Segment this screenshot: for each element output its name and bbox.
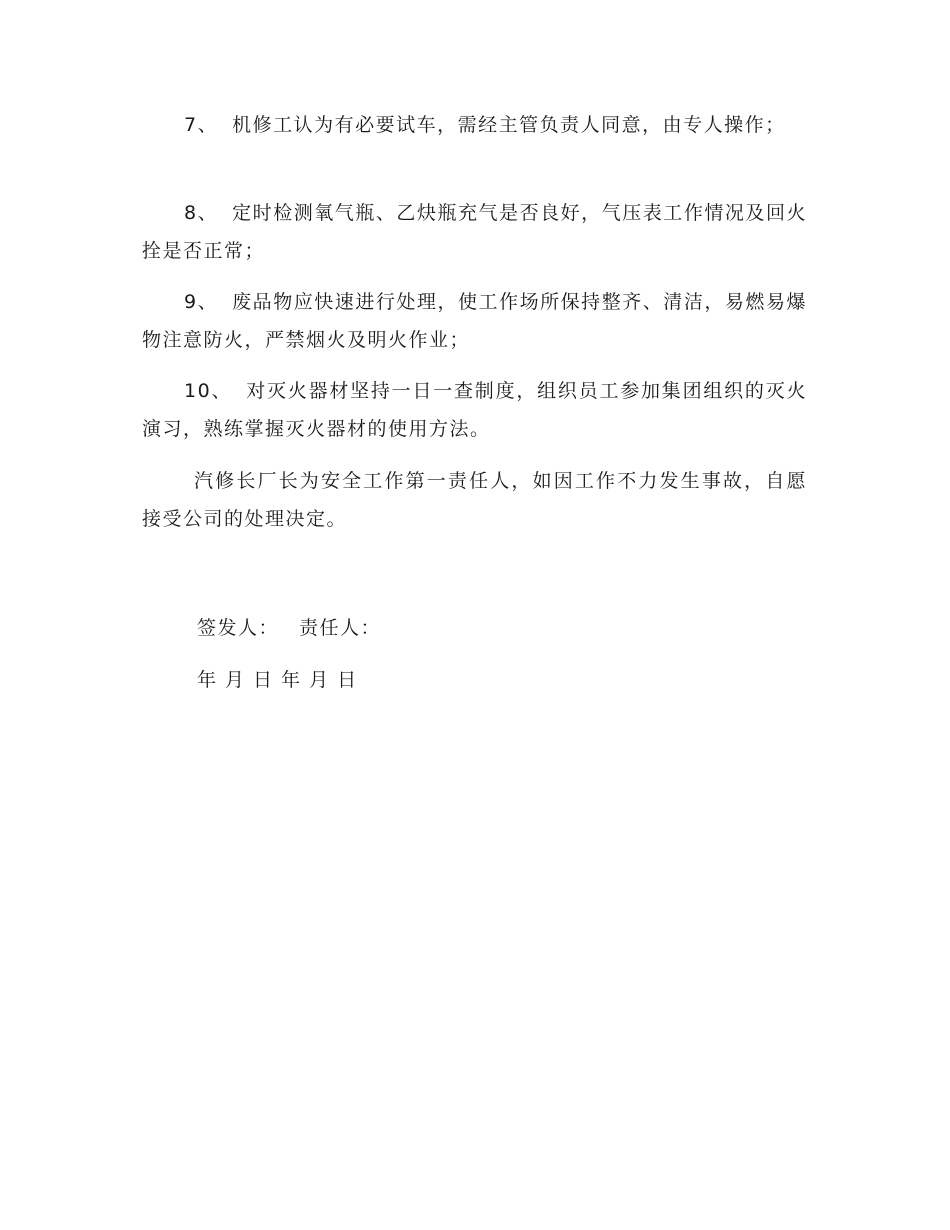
clause-number: 7、 (184, 114, 219, 136)
clause-number: 8、 (184, 202, 219, 224)
clause-text: 定时检测氧气瓶、乙炔瓶充气是否良好，气压表工作情况及回火拴是否正常； (142, 202, 807, 262)
clause-number: 9、 (184, 291, 219, 313)
month-label: 月 (225, 669, 245, 691)
date-row (197, 661, 365, 699)
responsible-label: 责任人： (299, 617, 382, 639)
clause-number: 10、 (184, 380, 233, 402)
issuer-label: 签发人： (197, 617, 280, 639)
clause-10 (142, 372, 807, 448)
month-label: 月 (309, 669, 329, 691)
closing-statement: 汽修长厂长为安全工作第一责任人，如因工作不力发生事故，自愿接受公司的处理决定。 (142, 470, 807, 530)
signature-row (197, 609, 381, 647)
year-label: 年 (281, 669, 301, 691)
clause-text: 机修工认为有必要试车，需经主管负责人同意，由专人操作； (232, 114, 786, 136)
clause-text: 废品物应快速进行处理，使工作场所保持整齐、清洁，易燃易爆物注意防火，严禁烟火及明火作业； (142, 291, 807, 351)
clause-9 (142, 283, 807, 359)
clause-text: 对灭火器材坚持一日一查制度，组织员工参加集团组织的灭火演习，熟练掌握灭火器材的使用方法。 (142, 380, 807, 440)
year-label: 年 (197, 669, 217, 691)
day-label: 日 (253, 669, 273, 691)
clause-8 (142, 194, 807, 270)
clause-7 (142, 106, 807, 144)
day-label: 日 (337, 669, 357, 691)
